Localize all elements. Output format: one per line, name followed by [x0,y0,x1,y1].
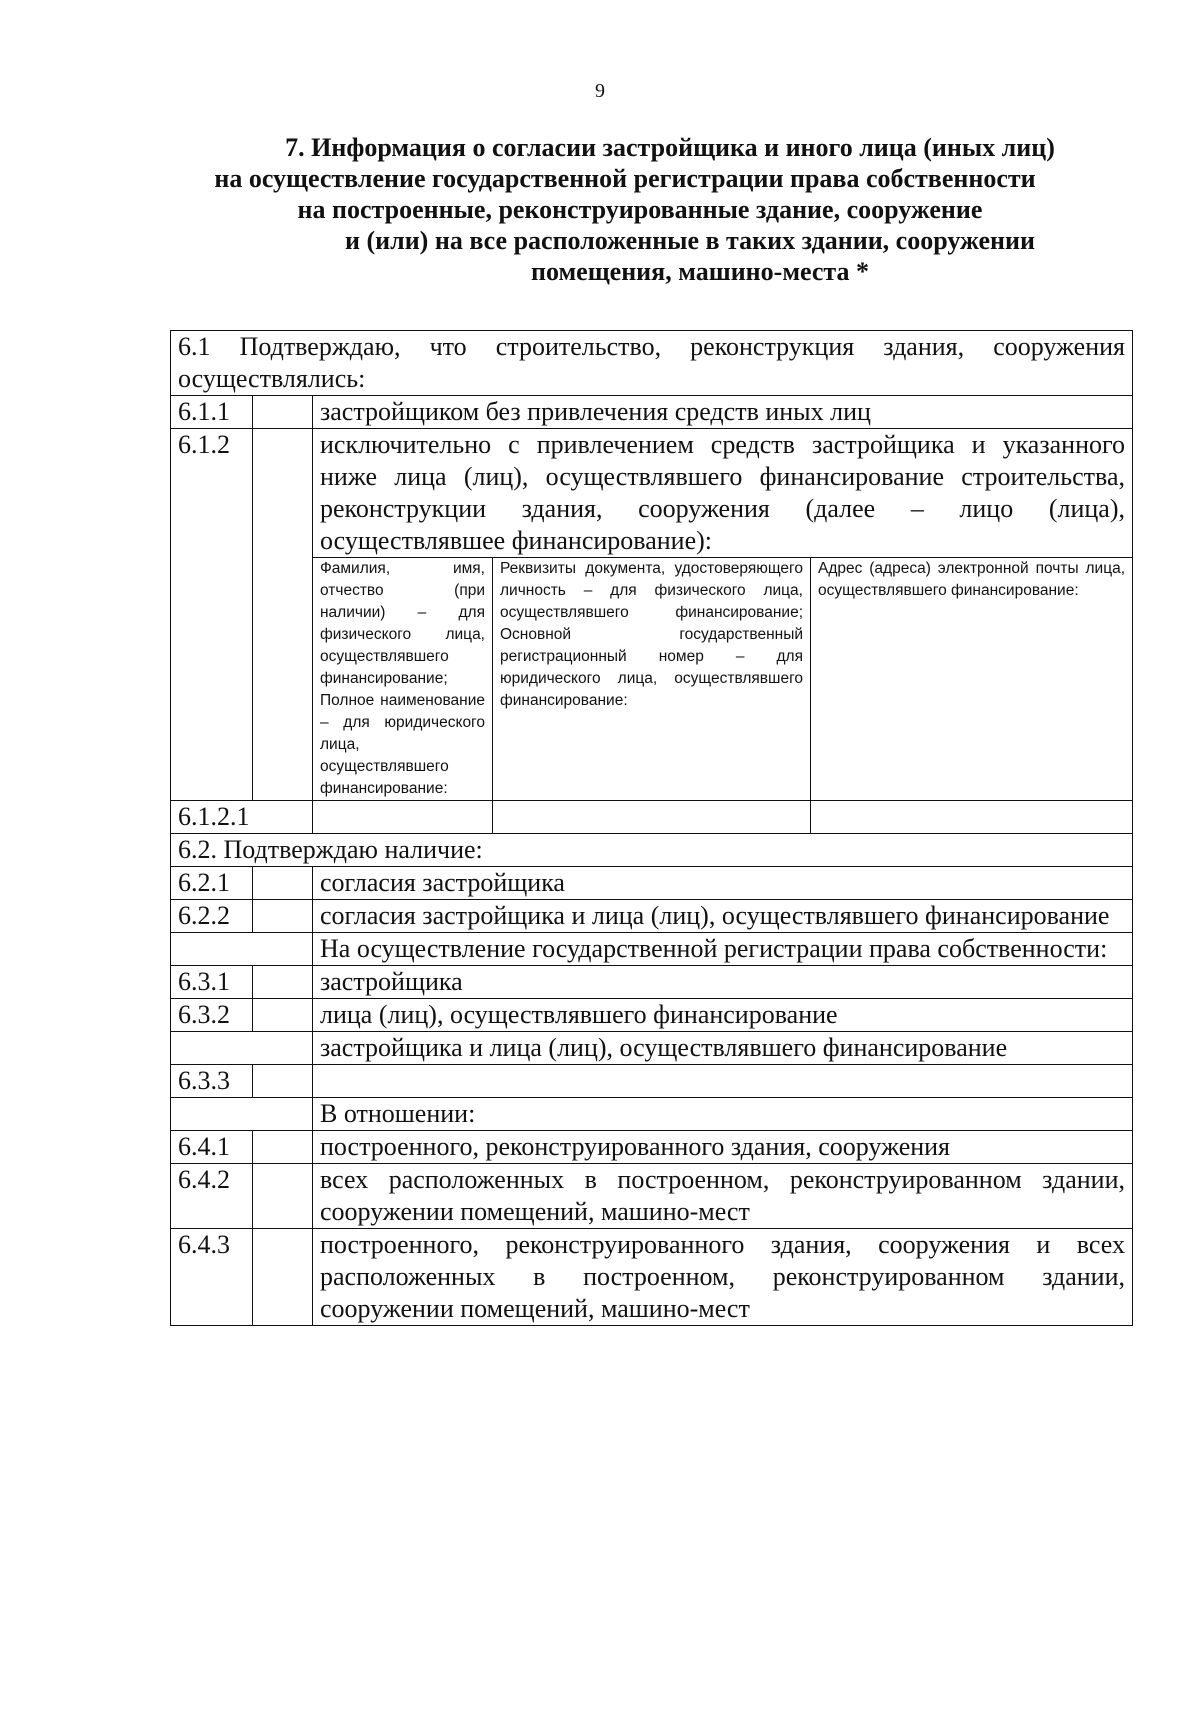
table-row [171,429,1133,558]
empty-cell [171,1032,313,1065]
table-row [171,1229,1133,1326]
table-row [171,867,1133,900]
financier-document-header: Реквизиты документа, удостоверяющего личность – для физического лица, осуществлявшего финансирование; Основной государственный регистрационный номер – для юридического лица, осуществлявшего финансирование: [493,558,811,801]
section-6-1-title: 6.1 Подтверждаю, что строительство, реконструкция здания, сооружения осуществлялись: [171,331,1133,396]
row-text: всех расположенных в построенном, реконструированном здании, сооружении помещений, машино-мест [313,1164,1133,1229]
financier-header-row [171,558,1133,801]
table-row [171,1032,1133,1065]
checkbox-cell[interactable] [253,900,313,933]
checkbox-cell[interactable] [253,1229,313,1326]
financier-email-field[interactable] [811,801,1133,834]
section-title-row [171,933,1133,966]
row-number: 6.4.3 [171,1229,253,1326]
row-number: 6.1.1 [171,396,253,429]
heading-line: и (или) на все расположенные в таких здании, сооружении [345,226,1035,255]
empty-cell [171,1098,313,1131]
row-number: 6.1.2 [171,429,253,801]
checkbox-cell[interactable] [253,1131,313,1164]
section-6-2-title: 6.2. Подтверждаю наличие: [171,834,1133,867]
checkbox-cell[interactable] [253,429,313,801]
section-heading [150,132,1100,287]
section-6-3-title: На осуществление государственной регистрации права собственности: [313,933,1133,966]
empty-cell [171,933,313,966]
row-text: построенного, реконструированного здания, сооружения и всех расположенных в построенном, реконструированном здании, сооружении помещений, машино-мест [313,1229,1133,1326]
checkbox-cell[interactable] [253,999,313,1032]
financier-data-row [171,801,1133,834]
row-text: лица (лиц), осуществлявшего финансирование [313,999,1133,1032]
page-number: 9 [595,80,605,102]
heading-line: помещения, машино-места * [530,257,870,286]
row-text: застройщика и лица (лиц), осуществлявшего финансирование [313,1032,1133,1065]
section-title-row [171,1098,1133,1131]
section-6-4-title: В отношении: [313,1098,1133,1131]
table-row [171,1065,1133,1098]
heading-line: на осуществление государственной регистрации права собственности [214,164,1036,193]
checkbox-cell[interactable] [253,867,313,900]
row-text[interactable] [313,1065,1133,1098]
row-number: 6.3.3 [171,1065,253,1098]
table-row [171,900,1133,933]
checkbox-cell[interactable] [253,1065,313,1098]
row-number: 6.3.2 [171,999,253,1032]
checkbox-cell[interactable] [253,1164,313,1229]
section-title-row [171,331,1133,396]
heading-line: 7. Информация о согласии застройщика и иного лица (иных лиц) [285,133,1055,162]
row-number: 6.4.2 [171,1164,253,1229]
row-text: согласия застройщика и лица (лиц), осуществлявшего финансирование [313,900,1133,933]
checkbox-cell[interactable] [253,396,313,429]
row-number: 6.2.2 [171,900,253,933]
checkbox-cell[interactable] [253,966,313,999]
consent-form-table [170,330,1133,1326]
section-title-row [171,834,1133,867]
row-text: построенного, реконструированного здания, сооружения [313,1131,1133,1164]
row-text: застройщика [313,966,1133,999]
row-number: 6.2.1 [171,867,253,900]
table-row [171,966,1133,999]
financier-email-header: Адрес (адреса) электронной почты лица, осуществлявшего финансирование: [811,558,1133,801]
row-text: застройщиком без привлечения средств иных лиц [313,396,1133,429]
row-number: 6.4.1 [171,1131,253,1164]
financier-name-header: Фамилия, имя, отчество (при наличии) – для физического лица, осуществлявшего финансирование; Полное наименование – для юридического лица, осуществлявшего финансирование: [313,558,493,801]
table-row [171,999,1133,1032]
table-row [171,1131,1133,1164]
row-text: согласия застройщика [313,867,1133,900]
table-row [171,396,1133,429]
row-number: 6.3.1 [171,966,253,999]
row-number: 6.1.2.1 [171,801,313,834]
row-text: исключительно с привлечением средств застройщика и указанного ниже лица (лиц), осуществлявшего финансирование строительства, реконструкции здания, сооружения (далее – лицо (лица), осуществлявшее финансирование): [313,429,1133,558]
financier-document-field[interactable] [493,801,811,834]
heading-line: на построенные, реконструированные здание, сооружение [297,195,983,224]
financier-name-field[interactable] [313,801,493,834]
table-row [171,1164,1133,1229]
